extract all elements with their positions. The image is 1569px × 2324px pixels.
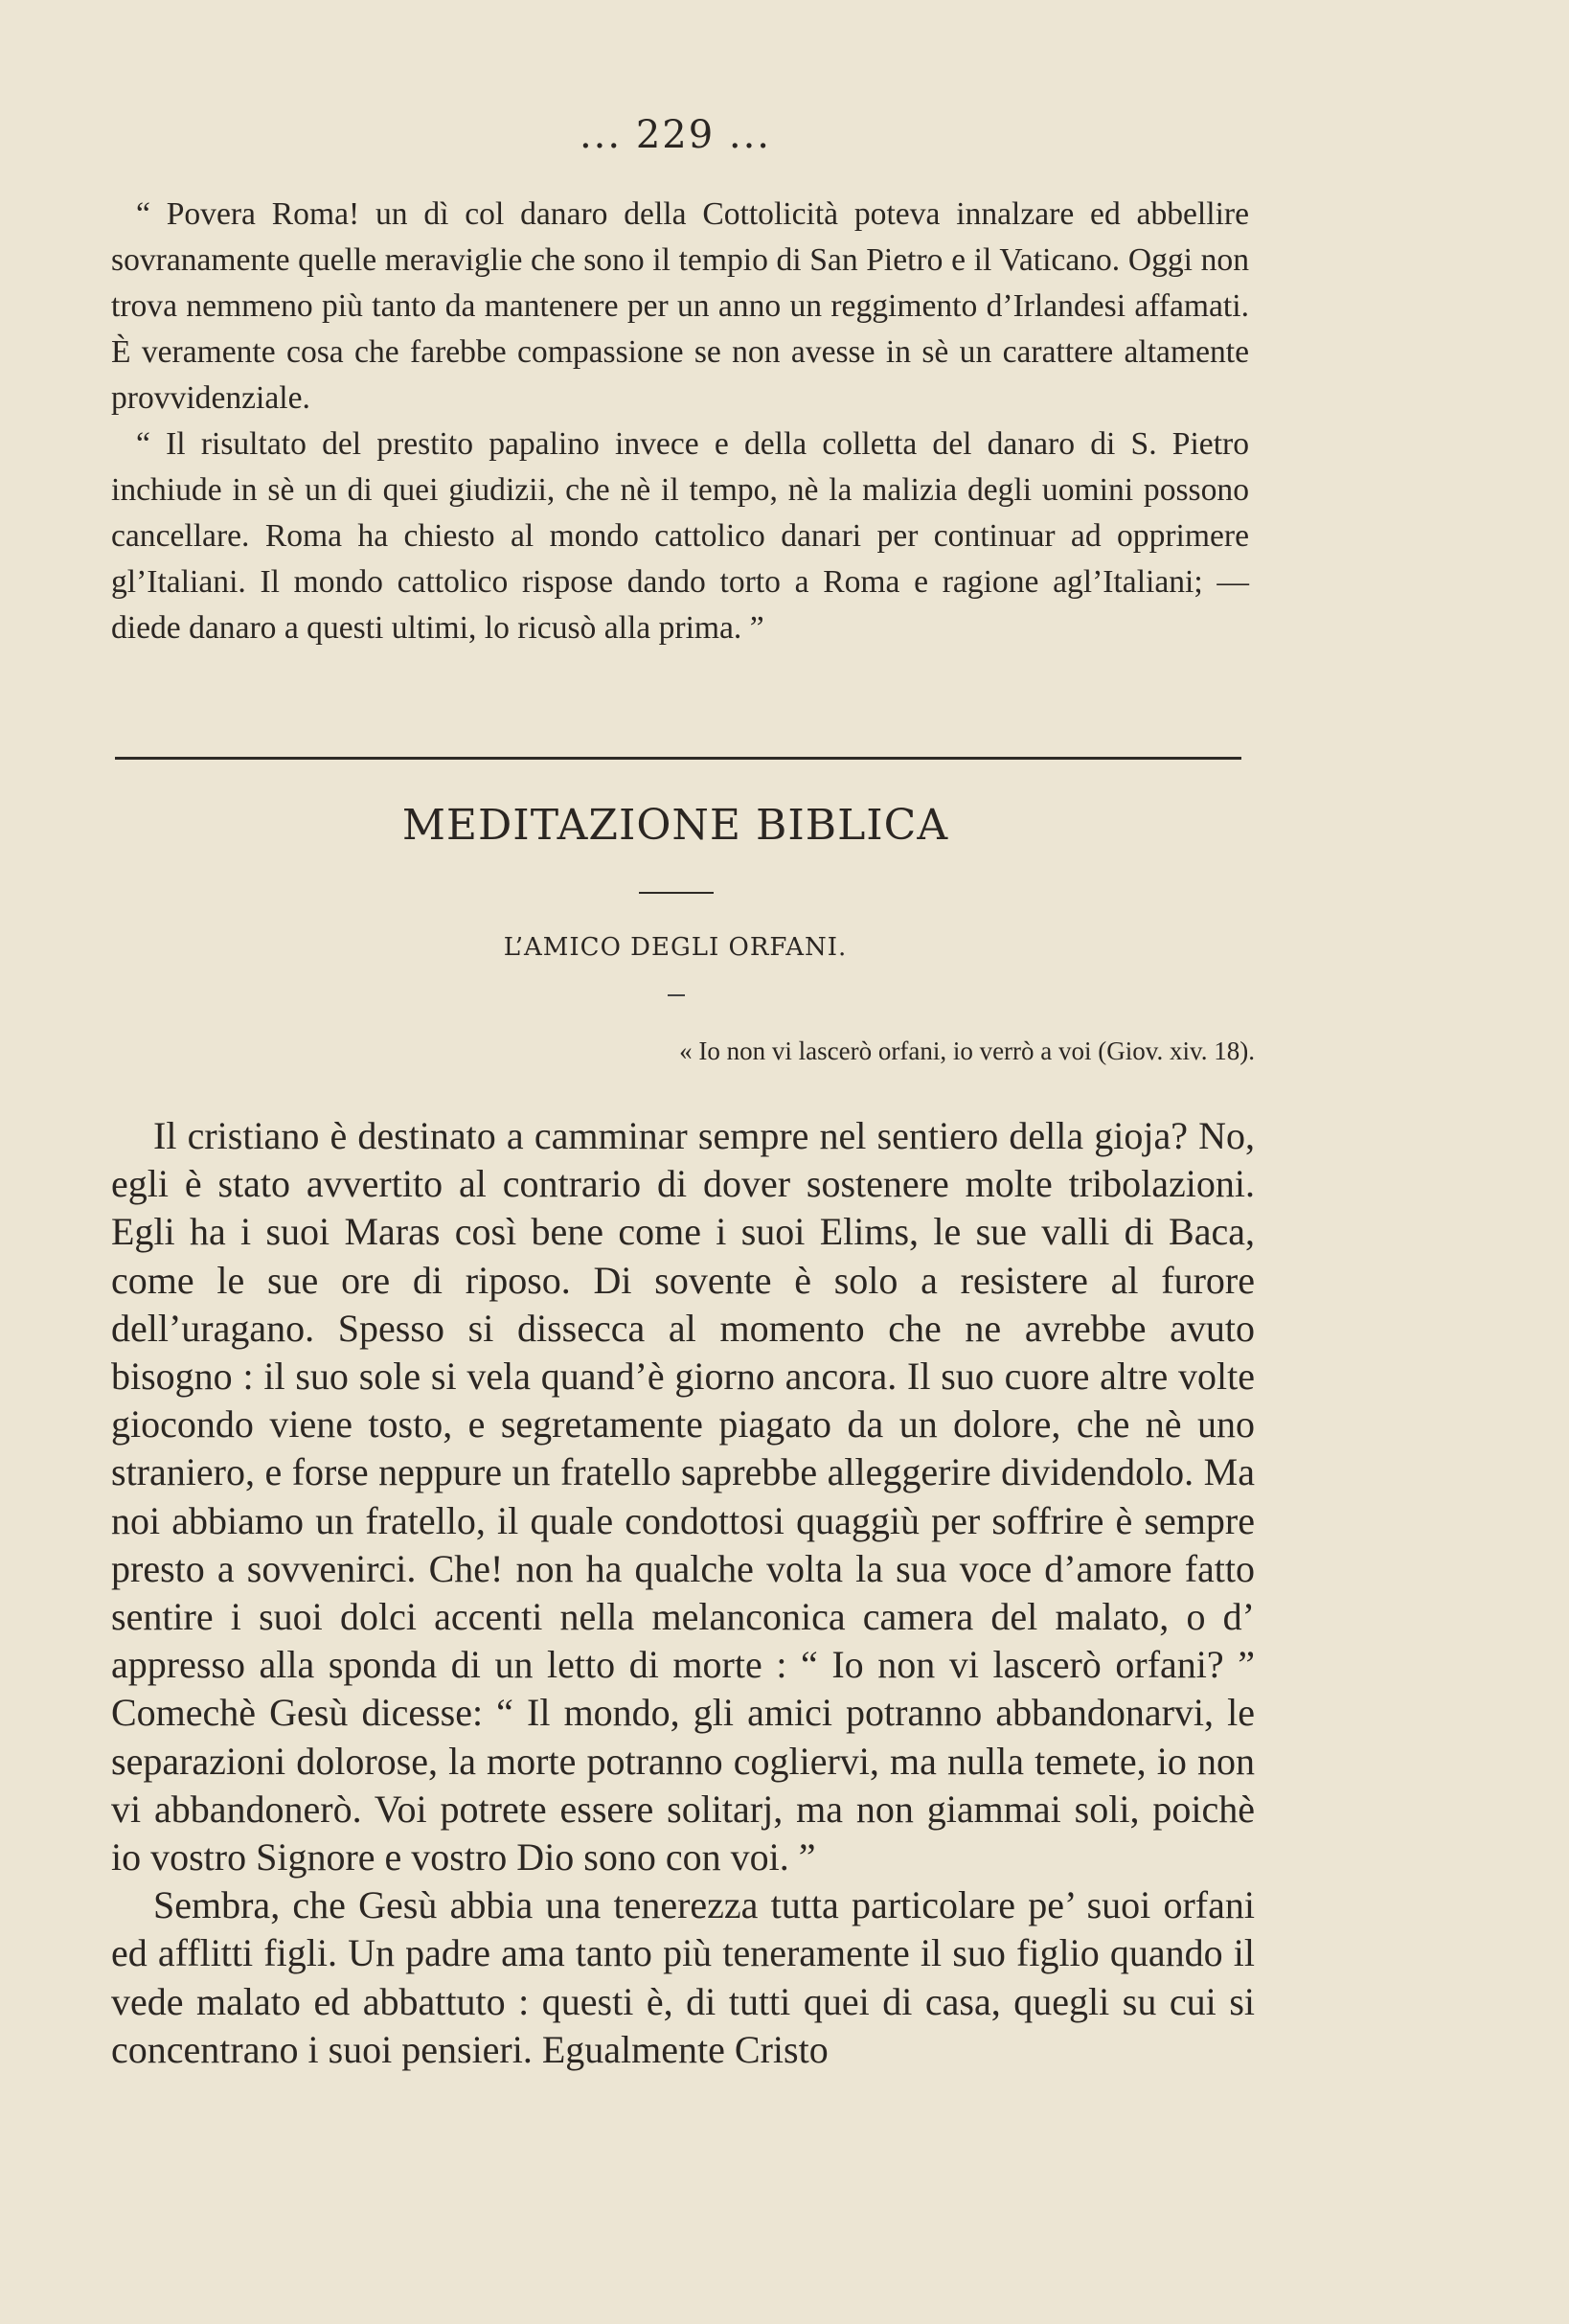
paragraph: Sembra, che Gesù abbia una tenerezza tutta particolare pe’ suoi orfani ed afflitti figli. Un padre ama tanto più teneramente il suo figlio quando il vede malato ed abbattuto : questi è, di tutti quei di casa, quegli su cui si concentrano i suoi pensieri. Egualmente Cristo bbox=[111, 1883, 1255, 2071]
epigraph: « Io non vi lascerò orfani, io verrò a voi (Giov. xiv. 18). bbox=[679, 1037, 1255, 1065]
section-title: MEDITAZIONE BIBLICA bbox=[401, 801, 949, 850]
paragraph: Il cristiano è destinato a camminar sempre nel sentiero della gioja? No, egli è stato avvertito al contrario di dover sostenere molte tribolazioni. Egli ha i suoi Maras così bene come i suoi Elims, le sue valli di Baca, come le sue ore di riposo. Di sovente è solo a resistere al furore dell’uragano. Spesso si dissecca al momento che ne avrebbe avuto bisogno : il suo sole si vela quand’è giorno ancora. Il suo cuore altre volte giocondo viene tosto, e segretamente piagato da un dolore, che nè uno straniero, e forse neppure un fratello saprebbe alleggerire dividendolo. Ma noi abbiamo un fratello, il quale condottosi quaggiù per soffrire è sempre presto a sovvenirci. Che! non ha qualche volta la sua voce d’amore fatto sentire i suoi dolci accenti nella melanconica camera del malato, o d’ appresso alla sponda di un letto di morte : “ Io non vi lascerò orfani? ” Comechè Gesù dicesse: “ Il mondo, gli amici potranno abbandonarvi, le separazioni dolorose, la morte potranno cogliervi, ma nulla temete, io non vi abbandonerò. Voi potrete essere solitarj, ma non giammai soli, poichè io vostro Signore e vostro Dio sono con voi. ” bbox=[111, 1114, 1255, 1880]
paragraph: “ Il risultato del prestito papalino invece e della colletta del danaro di S. Pietro inchiude in sè un di quei giudizii, che nè il tempo, nè la malizia degli uomini possono cancellare. Roma ha chiesto al mondo cattolico danari per continuar ad opprimere gl’Italiani. Il mondo cattolico rispose dando torto a Roma e ragione agl’Italiani; — diede danaro a questi ultimi, lo ricusò alla prima. ” bbox=[111, 426, 1249, 646]
subtitle-dash bbox=[668, 994, 685, 996]
page-number: ... 229 ... bbox=[579, 113, 772, 157]
title-underline bbox=[639, 892, 714, 894]
paragraph: “ Povera Roma! un dì col danaro della Cottolicità poteva innalzare ed abbellire sovranamente quelle meraviglie che sono il tempio di San Pietro e il Vaticano. Oggi non trova nemmeno più tanto da mantenere per un anno un reggimento d’Irlandesi affamati. È veramente cosa che farebbe compassione se non avesse in sè un carattere altamente provvidenziale. bbox=[111, 196, 1249, 416]
subtitle: L’AMICO DEGLI ORFANI. bbox=[503, 933, 848, 962]
main-text bbox=[111, 1112, 1255, 2074]
continued-text bbox=[111, 192, 1249, 651]
section-divider bbox=[115, 757, 1241, 760]
